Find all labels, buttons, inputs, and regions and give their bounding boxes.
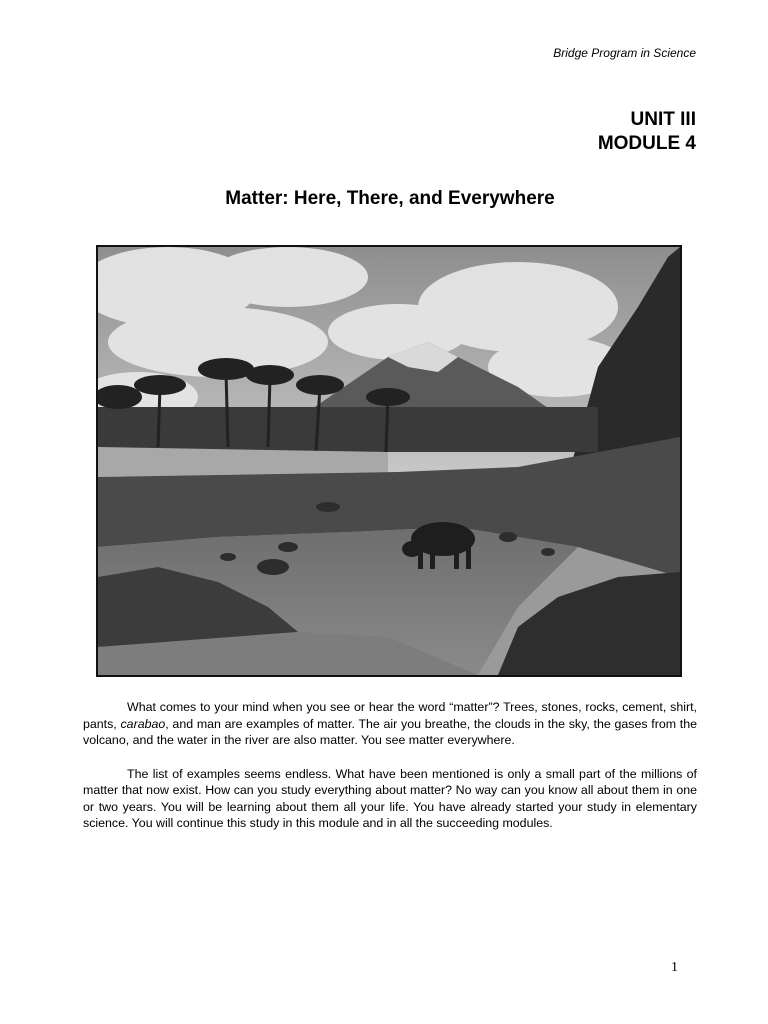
module-label: MODULE 4: [597, 133, 696, 154]
paragraph-1-text-b: , and man are examples of matter. The air you breathe, the clouds in the sky, the gases from the volcano, and the water in the river are also matter. You see matter everywhere.: [83, 716, 697, 747]
paragraph-1: [83, 699, 697, 749]
paragraph-2: The list of examples seems endless. What have been mentioned is only a small part of the millions of matter that now exist. How can you study everything about matter? No way can you know all about them in one or two years. You will be learning about them all your life. You have already started your study in elementary science. You will continue this study in this module and in all the succeeding modules.: [83, 766, 697, 830]
running-head: Bridge Program in Science: [553, 46, 696, 60]
body-text: [83, 699, 697, 849]
paragraph-1-italic-term: carabao: [120, 716, 166, 731]
page-title: Matter: Here, There, and Everywhere: [225, 188, 555, 209]
volcano-river-photo: [96, 245, 682, 677]
unit-module-heading: [598, 108, 696, 156]
paragraph-1-text-a: What comes to your mind when you see or hear the word “matter”? Trees, stones, rocks, cement, shirt, pants,: [83, 700, 697, 731]
unit-label: UNIT III: [630, 109, 696, 130]
page-number: 1: [671, 960, 678, 975]
